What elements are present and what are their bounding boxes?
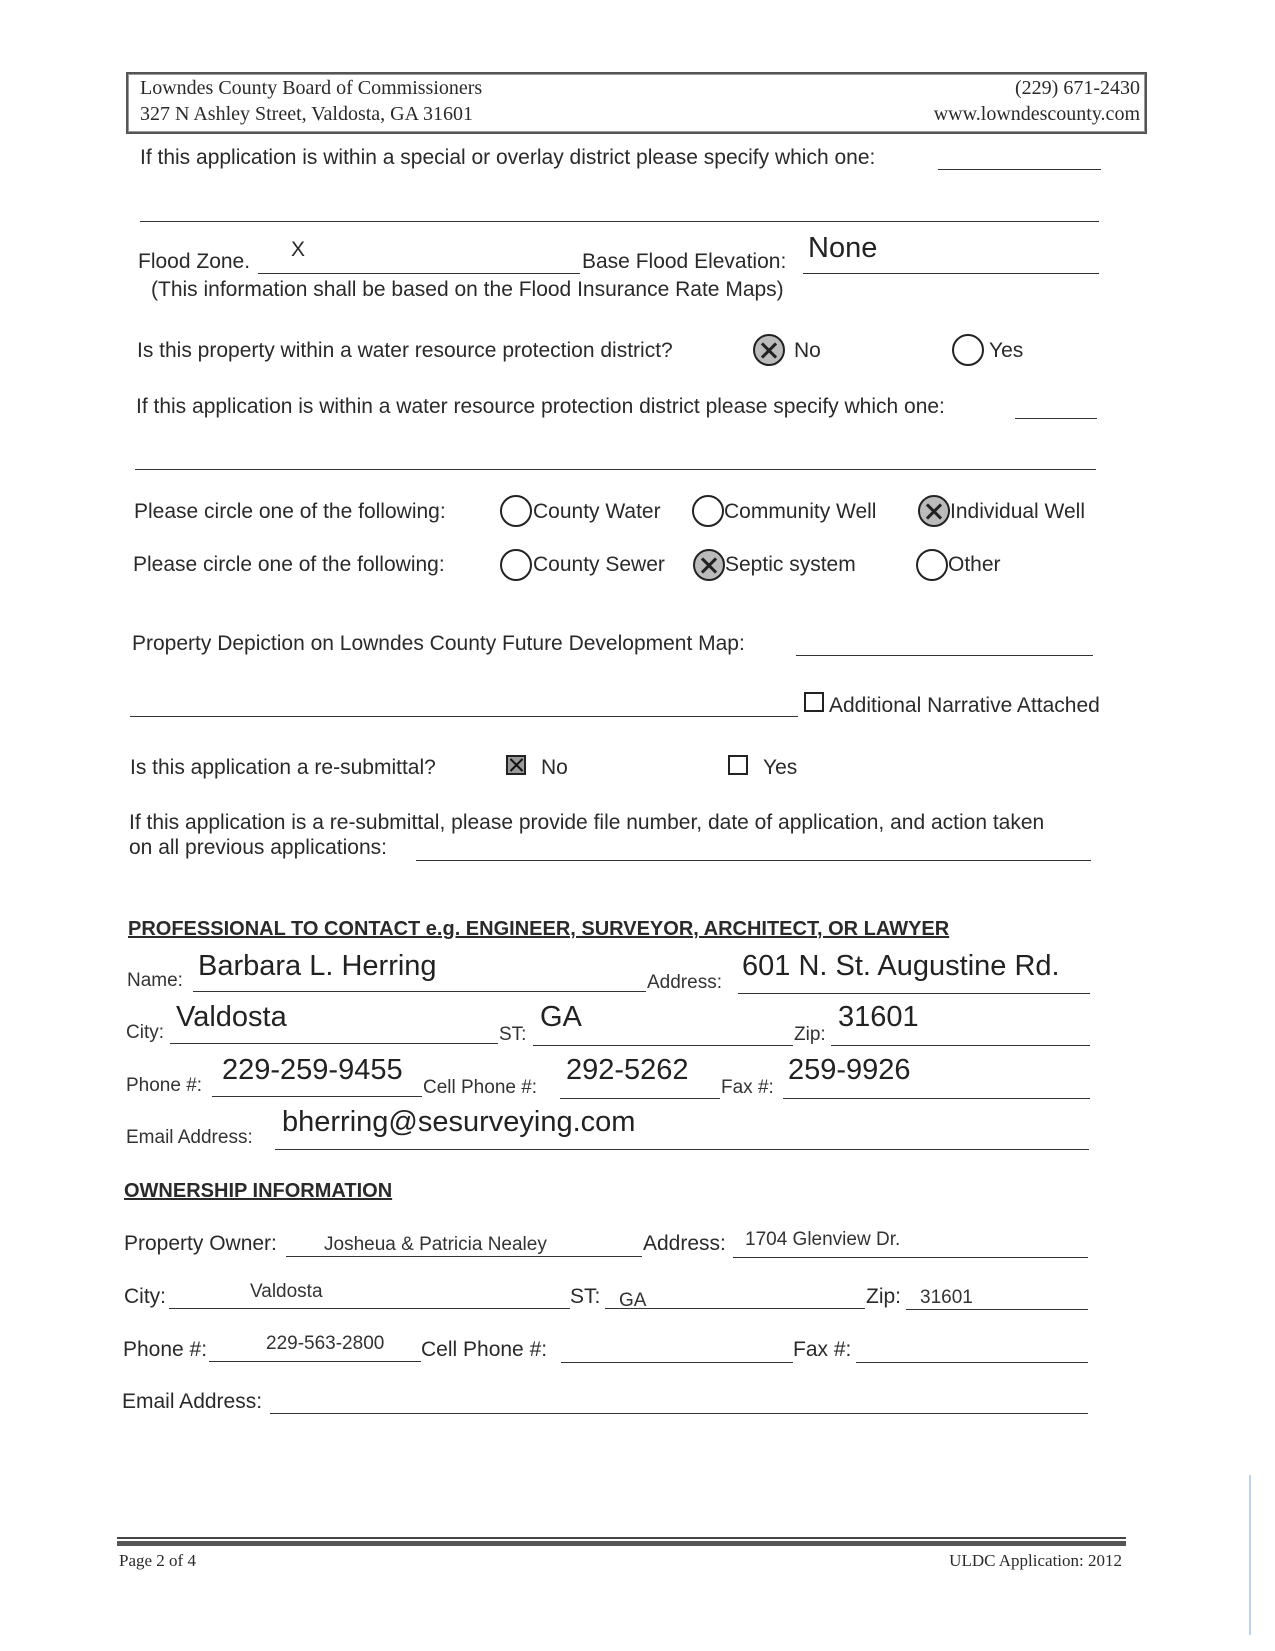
prof-email-value[interactable]: bherring@sesurveying.com	[282, 1106, 636, 1138]
owner-zip-field[interactable]	[906, 1309, 1088, 1310]
septic-system-radio[interactable]	[693, 549, 725, 581]
prof-fax-value[interactable]: 259-9926	[788, 1054, 911, 1086]
other-sewer-radio[interactable]	[916, 549, 948, 581]
future-development-label: Property Depiction on Lowndes County Future Development Map:	[132, 632, 745, 655]
prof-name-label: Name:	[127, 970, 183, 991]
flood-zone-field[interactable]	[258, 273, 580, 274]
flood-note: (This information shall be based on the Flood Insurance Rate Maps)	[151, 278, 784, 301]
prof-phone-label: Phone #:	[126, 1075, 203, 1096]
water-resource-specify-field[interactable]	[1015, 418, 1097, 419]
prof-st-label: ST:	[499, 1024, 527, 1045]
org-phone: (229) 671-2430	[1015, 77, 1140, 99]
owner-phone-value[interactable]: 229-563-2800	[266, 1333, 385, 1354]
additional-narrative-checkbox[interactable]	[804, 692, 824, 712]
owner-zip-label: Zip:	[866, 1285, 902, 1308]
owner-zip-value[interactable]: 31601	[920, 1287, 973, 1308]
overlay-district-field[interactable]	[938, 169, 1101, 170]
flood-zone-value[interactable]: X	[291, 238, 306, 261]
prof-name-value[interactable]: Barbara L. Herring	[198, 950, 437, 982]
prof-cell-value[interactable]: 292-5262	[566, 1054, 689, 1086]
owner-address-value[interactable]: 1704 Glenview Dr.	[745, 1229, 901, 1250]
prof-cell-label: Cell Phone #:	[423, 1077, 538, 1098]
base-flood-elevation-field[interactable]	[803, 273, 1099, 274]
owner-address-field[interactable]	[733, 1257, 1088, 1258]
base-flood-elevation-value[interactable]: None	[808, 232, 878, 264]
prof-address-label: Address:	[647, 972, 722, 993]
owner-fax-label: Fax #:	[793, 1338, 852, 1361]
resubmittal-no-label: No	[541, 756, 568, 779]
flood-zone-label: Flood Zone.	[138, 250, 251, 273]
water-resource-no-label: No	[794, 339, 821, 362]
water-resource-yes-radio[interactable]	[952, 334, 984, 366]
resubmittal-no-checkbox[interactable]	[506, 755, 526, 775]
owner-fax-field[interactable]	[856, 1362, 1088, 1363]
prof-fax-field[interactable]	[783, 1098, 1090, 1099]
prof-email-field[interactable]	[275, 1149, 1089, 1150]
future-development-line[interactable]	[130, 716, 798, 717]
sewer-label: Please circle one of the following:	[133, 553, 445, 576]
county-water-label: County Water	[533, 500, 661, 523]
resubmittal-details-line2: on all previous applications:	[129, 836, 387, 859]
prof-zip-label: Zip:	[794, 1024, 826, 1045]
county-water-radio[interactable]	[500, 495, 532, 527]
prof-address-field[interactable]	[738, 993, 1090, 994]
water-resource-no-radio[interactable]	[753, 334, 785, 366]
county-sewer-label: County Sewer	[533, 553, 665, 576]
future-development-field[interactable]	[796, 655, 1093, 656]
prof-cell-field[interactable]	[560, 1098, 720, 1099]
prof-fax-label: Fax #:	[721, 1077, 774, 1098]
resubmittal-yes-label: Yes	[763, 756, 798, 779]
owner-st-label: ST:	[570, 1285, 601, 1308]
prof-zip-field[interactable]	[831, 1045, 1090, 1046]
owner-email-label: Email Address:	[122, 1390, 263, 1413]
owner-label: Property Owner:	[124, 1232, 277, 1255]
prof-city-value[interactable]: Valdosta	[176, 1001, 287, 1033]
resubmittal-details-line1: If this application is a re-submittal, please provide file number, date of application, and action taken	[129, 811, 1045, 834]
county-sewer-radio[interactable]	[500, 549, 532, 581]
prof-st-value[interactable]: GA	[540, 1001, 582, 1033]
prof-city-field[interactable]	[170, 1043, 498, 1044]
owner-city-value[interactable]: Valdosta	[250, 1281, 323, 1302]
prof-zip-value[interactable]: 31601	[838, 1001, 919, 1033]
septic-system-label: Septic system	[725, 553, 856, 576]
owner-city-field[interactable]	[169, 1308, 570, 1309]
owner-value[interactable]: Josheua & Patricia Nealey	[324, 1234, 547, 1255]
owner-cell-label: Cell Phone #:	[421, 1338, 548, 1361]
org-name: Lowndes County Board of Commissioners	[140, 77, 483, 99]
scan-edge-line	[1249, 1475, 1251, 1635]
ownership-heading: OWNERSHIP INFORMATION	[124, 1180, 393, 1202]
water-resource-yes-label: Yes	[989, 339, 1024, 362]
water-resource-line[interactable]	[135, 469, 1096, 470]
community-well-radio[interactable]	[692, 495, 724, 527]
owner-st-value[interactable]: GA	[619, 1290, 647, 1311]
owner-st-field[interactable]	[605, 1308, 865, 1309]
base-flood-elevation-label: Base Flood Elevation:	[582, 250, 787, 273]
water-resource-specify-label: If this application is within a water resource protection district please specify which one:	[136, 395, 945, 418]
owner-phone-field[interactable]	[209, 1361, 421, 1362]
page-number: Page 2 of 4	[119, 1551, 196, 1570]
prof-phone-value[interactable]: 229-259-9455	[222, 1054, 403, 1086]
water-resource-question: Is this property within a water resource protection district?	[137, 339, 673, 362]
footer-rule-thick	[117, 1541, 1126, 1546]
other-sewer-label: Other	[948, 553, 1001, 576]
org-address: 327 N Ashley Street, Valdosta, GA 31601	[140, 103, 473, 125]
resubmittal-question: Is this application a re-submittal?	[130, 756, 436, 779]
community-well-label: Community Well	[724, 500, 877, 523]
owner-field[interactable]	[286, 1256, 642, 1257]
prof-address-value[interactable]: 601 N. St. Augustine Rd.	[742, 950, 1060, 982]
prof-email-label: Email Address:	[126, 1127, 253, 1148]
form-id: ULDC Application: 2012	[949, 1551, 1122, 1570]
owner-cell-field[interactable]	[561, 1362, 793, 1363]
overlay-district-line[interactable]	[140, 221, 1099, 222]
prof-st-field[interactable]	[533, 1045, 793, 1046]
prof-phone-field[interactable]	[212, 1096, 422, 1097]
prof-name-field[interactable]	[193, 991, 646, 992]
additional-narrative-label: Additional Narrative Attached	[829, 694, 1100, 717]
footer-rule-thin	[117, 1537, 1126, 1539]
owner-city-label: City:	[124, 1285, 166, 1308]
individual-well-radio[interactable]	[918, 495, 950, 527]
professional-heading: PROFESSIONAL TO CONTACT e.g. ENGINEER, SURVEYOR, ARCHITECT, OR LAWYER	[128, 918, 950, 940]
owner-address-label: Address:	[643, 1232, 726, 1255]
individual-well-label: Individual Well	[950, 500, 1086, 523]
overlay-district-label: If this application is within a special or overlay district please specify which one:	[140, 146, 876, 169]
resubmittal-details-field[interactable]	[416, 860, 1091, 861]
owner-phone-label: Phone #:	[123, 1338, 208, 1361]
owner-email-field[interactable]	[270, 1413, 1088, 1414]
resubmittal-yes-checkbox[interactable]	[728, 755, 748, 775]
prof-city-label: City:	[126, 1022, 164, 1043]
org-website: www.lowndescounty.com	[933, 103, 1140, 125]
water-supply-label: Please circle one of the following:	[134, 500, 446, 523]
